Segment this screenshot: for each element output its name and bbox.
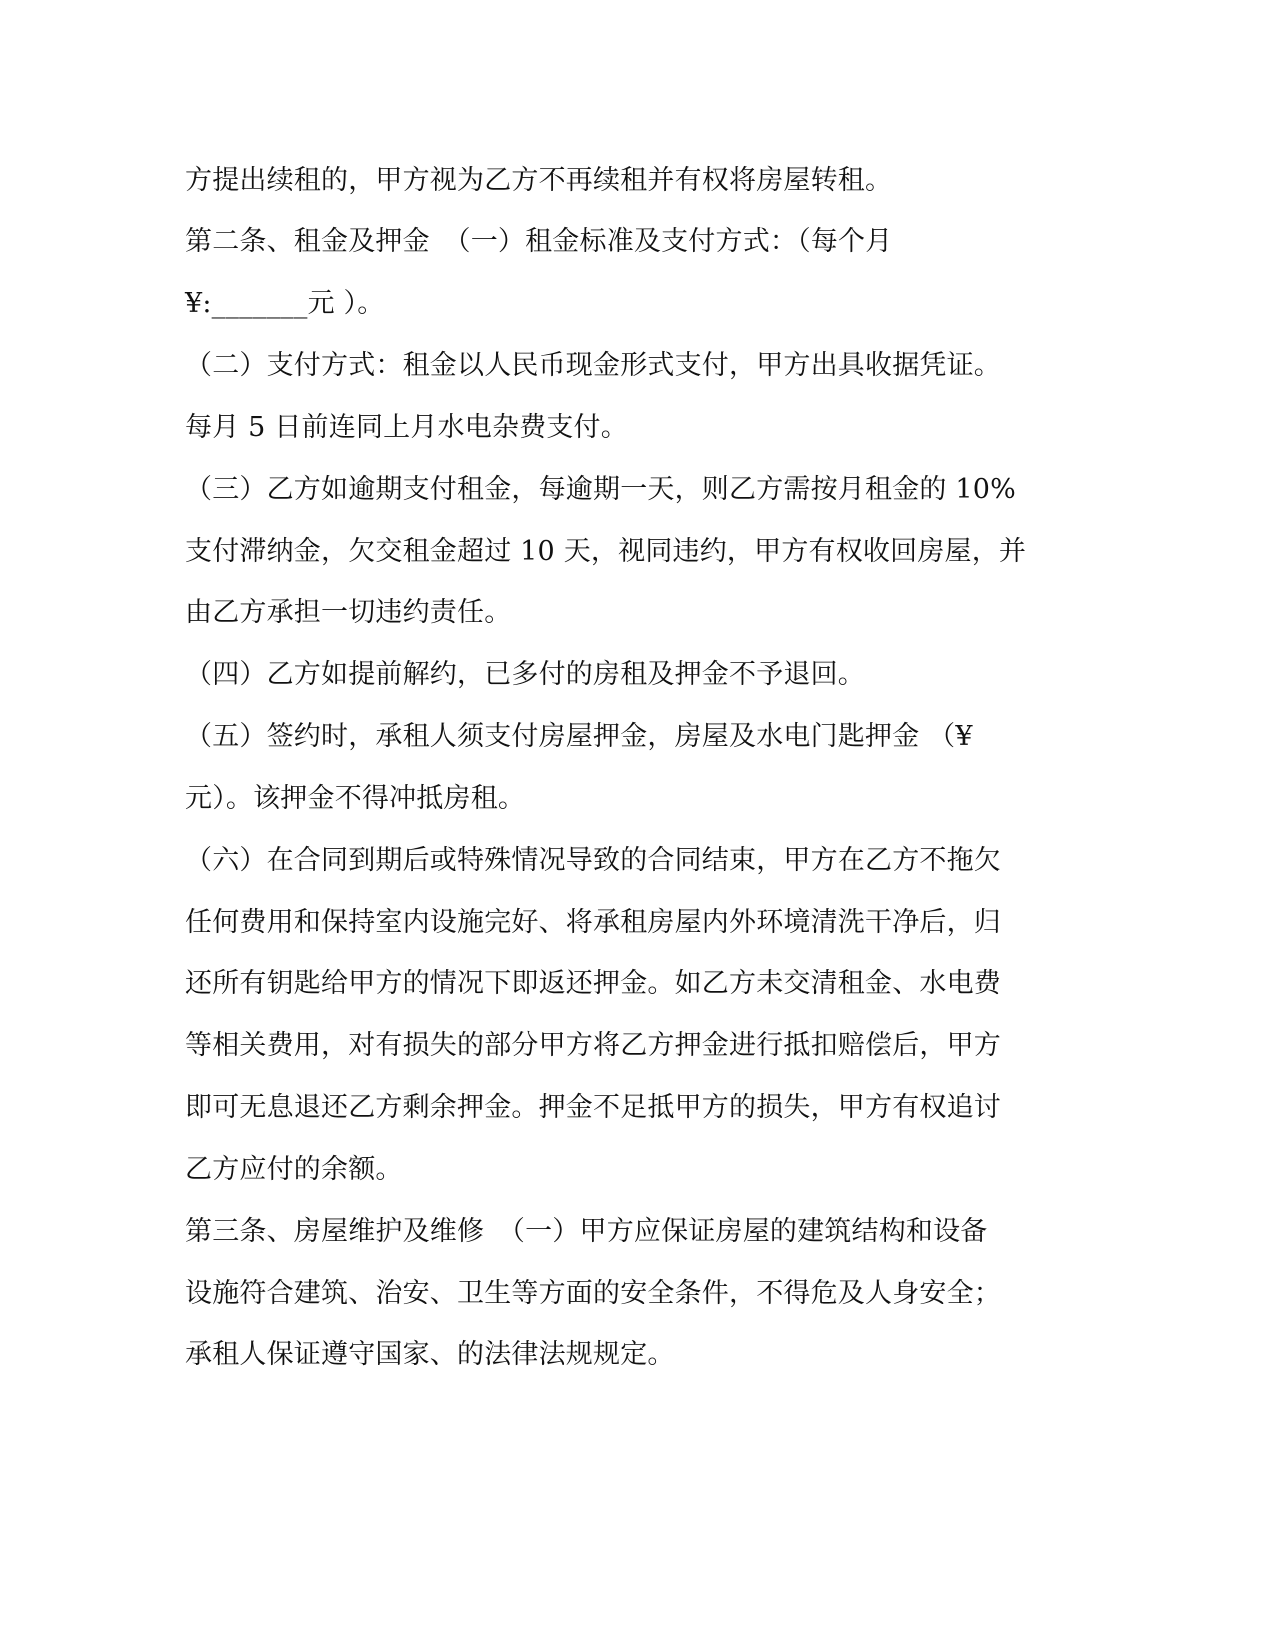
text-line: 元）。该押金不得冲抵房租。 <box>185 783 526 814</box>
text-line: 任何费用和保持室内设施完好、将承租房屋内外环境清洗干净后，归 <box>185 907 1001 938</box>
text-line: （三）乙方如逾期支付租金，每逾期一天，则乙方需按月租金的 10% <box>185 474 1016 505</box>
text-line: 等相关费用，对有损失的部分甲方将乙方押金进行抵扣赔偿后，甲方 <box>185 1030 1001 1061</box>
text-line: 第三条、房屋维护及维修 （一）甲方应保证房屋的建筑结构和设备 <box>185 1216 988 1247</box>
text-line: 方提出续租的，甲方视为乙方不再续租并有权将房屋转租。 <box>185 165 893 196</box>
text-line: 即可无息退还乙方剩余押金。押金不足抵甲方的损失，甲方有权追讨 <box>185 1092 1001 1123</box>
text-line: 由乙方承担一切违约责任。 <box>185 597 512 628</box>
text-line: 第二条、租金及押金 （一）租金标准及支付方式：（每个月 <box>185 226 893 257</box>
text-line: 乙方应付的余额。 <box>185 1154 403 1185</box>
text-line: （六）在合同到期后或特殊情况导致的合同结束，甲方在乙方不拖欠 <box>185 845 1001 876</box>
text-line: （五）签约时，承租人须支付房屋押金，房屋及水电门匙押金 （¥ <box>185 721 973 752</box>
text-line: 每月 5 日前连同上月水电杂费支付。 <box>185 412 628 443</box>
text-line: 承租人保证遵守国家、的法律法规规定。 <box>185 1339 675 1370</box>
text-line: 设施符合建筑、治安、卫生等方面的安全条件，不得危及人身安全； <box>185 1278 1001 1309</box>
text-line: 还所有钥匙给甲方的情况下即返还押金。如乙方未交清租金、水电费 <box>185 968 1001 999</box>
text-line: ¥:_______元 ）。 <box>185 288 385 319</box>
text-line: （二）支付方式：租金以人民币现金形式支付，甲方出具收据凭证。 <box>185 350 1001 381</box>
text-line: 支付滞纳金，欠交租金超过 10 天，视同违约，甲方有权收回房屋，并 <box>185 536 1027 567</box>
text-line: （四）乙方如提前解约，已多付的房租及押金不予退回。 <box>185 659 865 690</box>
